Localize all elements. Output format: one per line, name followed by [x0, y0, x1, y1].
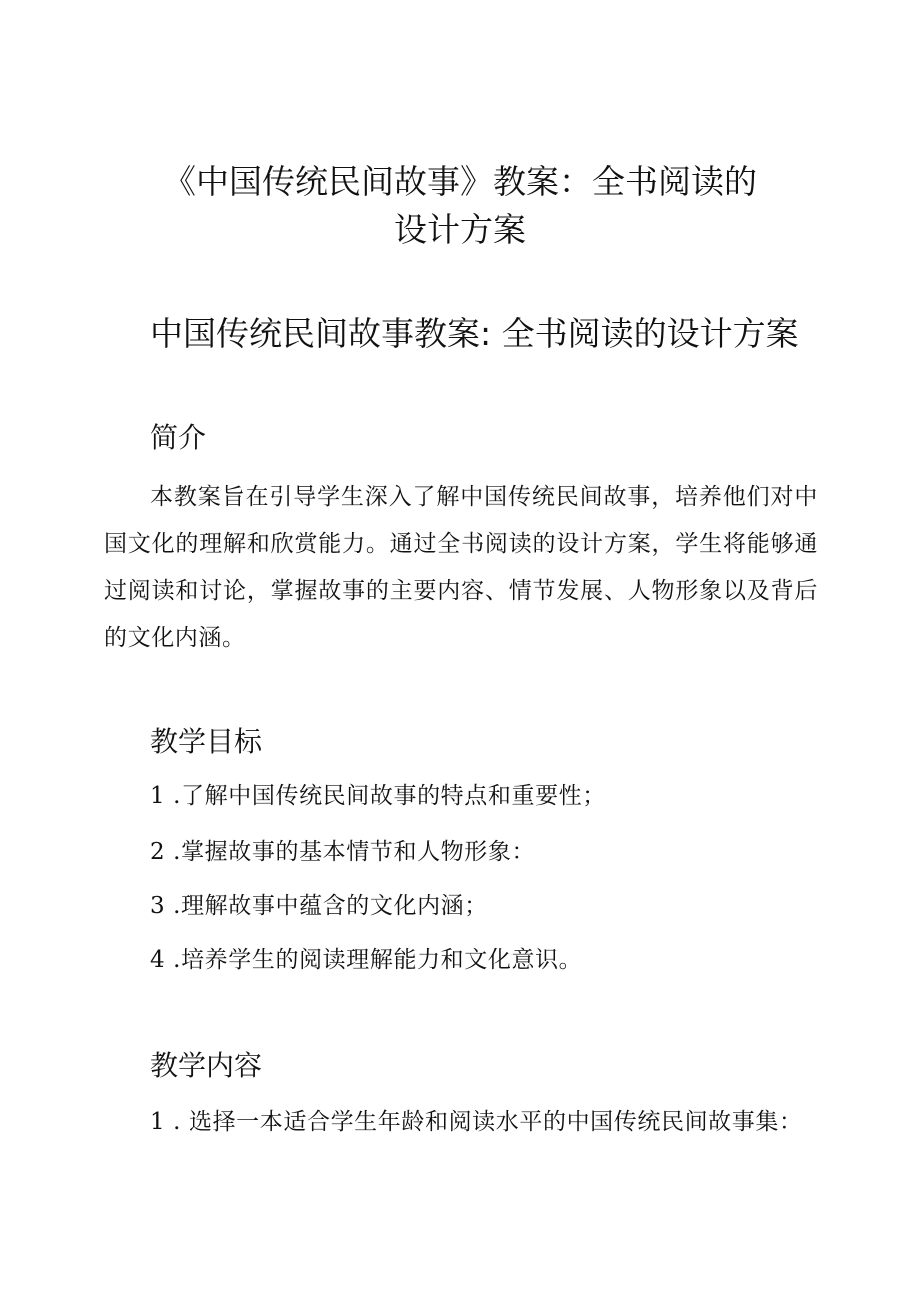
goal-item-text: .了解中国传统民间故事的特点和重要性；	[173, 783, 606, 809]
goal-item-text: .掌握故事的基本情节和人物形象：	[173, 839, 536, 865]
goal-item	[150, 836, 830, 868]
goal-item	[150, 890, 830, 922]
document-subtitle: 中国传统民间故事教案: 全书阅读的设计方案	[150, 314, 799, 353]
goal-item-text: .培养学生的阅读理解能力和文化意识。	[173, 947, 583, 973]
goal-item-text: .理解故事中蕴含的文化内涵；	[173, 893, 488, 919]
content-item-text: . 选择一本适合学生年龄和阅读水平的中国传统民间故事集：	[173, 1109, 803, 1135]
goal-item-number: 2	[150, 839, 166, 865]
goal-item-number: 3	[150, 893, 166, 919]
goal-item-number: 1	[150, 783, 166, 809]
goal-item	[150, 944, 830, 976]
document-title-line-1: 《中国传统民间故事》教案：全书阅读的	[163, 162, 757, 201]
content-item	[150, 1106, 830, 1138]
intro-heading: 简介	[150, 421, 207, 454]
intro-paragraph: 本教案旨在引导学生深入了解中国传统民间故事，培养他们对中国文化的理解和欣赏能力。通过全书阅读的设计方案，学生将能够通过阅读和讨论，掌握故事的主要内容、情节发展、人物形象以及背后的文化内涵。	[104, 484, 818, 651]
content-heading: 教学内容	[150, 1049, 263, 1082]
goal-item-number: 4	[150, 947, 166, 973]
content-item-number: 1	[150, 1109, 166, 1135]
document-title	[100, 158, 820, 254]
goals-heading: 教学目标	[150, 725, 263, 758]
goal-item	[150, 780, 830, 812]
document-title-line-2: 设计方案	[394, 210, 526, 249]
